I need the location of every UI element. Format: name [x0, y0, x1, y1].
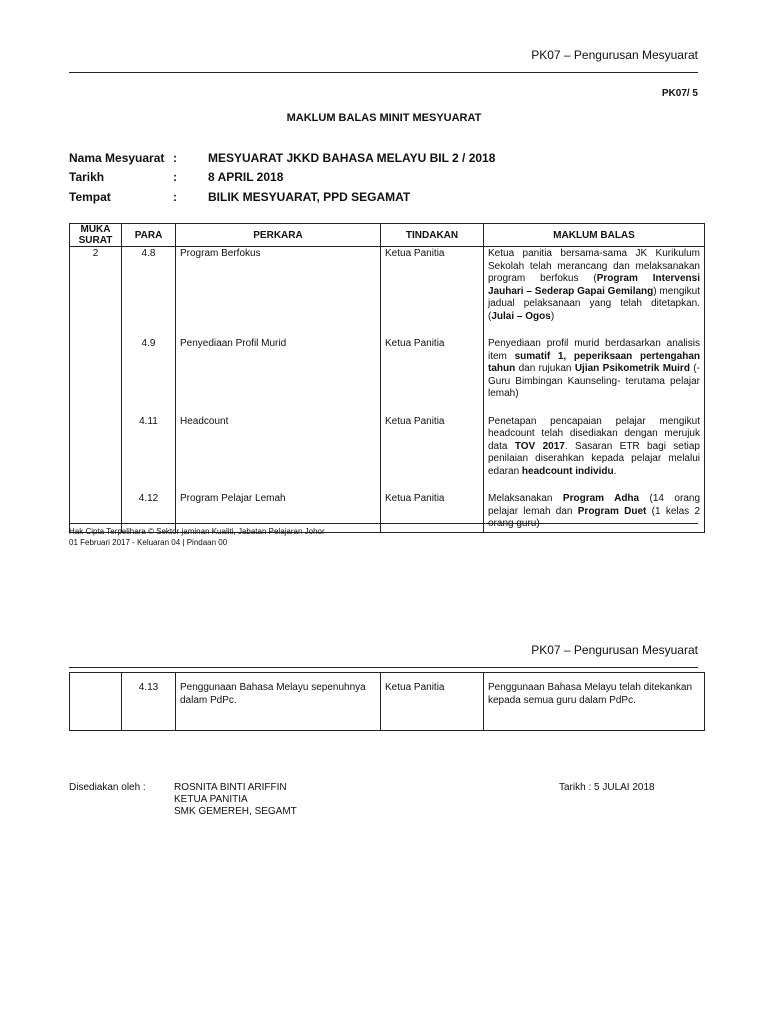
cell-maklum-balas	[484, 492, 705, 533]
table-header-row	[70, 224, 705, 247]
cell-muka-surat	[70, 673, 122, 731]
cell-para: 4.8	[122, 247, 176, 325]
mb-text: (14 orang pelajar lemah dan	[488, 493, 700, 517]
cell-para: 4.11	[122, 415, 176, 480]
cell-tindakan: Ketua Panitia	[381, 337, 484, 402]
page-header: PK07 – Pengurusan Mesyuarat	[531, 643, 698, 657]
mb-text: )	[550, 310, 555, 322]
minutes-table	[69, 223, 705, 533]
col-header-muka-surat: MUKA SURAT	[70, 224, 122, 247]
cell-tindakan: Ketua Panitia	[381, 492, 484, 533]
col-header-para: PARA	[122, 224, 176, 247]
meta-value: BILIK MESYUARAT, PPD SEGAMAT	[208, 190, 411, 204]
cell-para: 4.9	[122, 337, 176, 402]
mb-text: (-Guru Bimbingan Kaunseling- terutama pelajar lemah)	[488, 363, 700, 399]
mb-text: Penyediaan profil murid berdasarkan analisis item	[488, 338, 700, 362]
footer-rule	[69, 523, 698, 524]
header-rule	[69, 667, 698, 668]
row-spacer	[70, 324, 705, 337]
table-row	[70, 673, 705, 731]
cell-maklum-balas	[484, 415, 705, 480]
meta-row-tempat	[69, 190, 410, 204]
mb-bold: Ujian Psikometrik Muird	[574, 363, 690, 374]
cell-maklum-balas	[484, 337, 705, 402]
mb-text: (1 kelas 2	[651, 505, 701, 517]
meta-colon: :	[173, 151, 177, 165]
cell-maklum-balas	[484, 247, 705, 325]
table-row	[70, 337, 705, 402]
mb-bold: Program Intervensi Jauhari – Sederap Gapai Gemilang	[488, 273, 700, 297]
mb-bold: sumatif 1, peperiksaan pertengahan tahun	[488, 350, 700, 374]
footer-edition: 01 Februari 2017 - Keluaran 04 | Pindaan 00	[69, 538, 228, 547]
mb-text: Ketua panitia bersama-sama JK Kurikulum Sekolah telah merancang dan melaksanakan program berfokus (	[488, 248, 700, 284]
mb-bold: headcount individu	[521, 465, 614, 477]
cell-muka-surat: 2	[70, 247, 122, 325]
meta-colon: :	[173, 190, 177, 204]
cell-perkara: Headcount	[176, 415, 381, 480]
signatory-name: ROSNITA BINTI ARIFFIN	[174, 782, 287, 793]
cell-para: 4.12	[122, 492, 176, 533]
table-row	[70, 247, 705, 325]
footer-copyright: Hak Cipta Terpelihara © Sektor jaminan Kualiti, Jabatan Pelajaran Johor	[69, 527, 325, 536]
cell-perkara: Penyediaan Profil Murid	[176, 337, 381, 402]
meta-row-nama	[69, 151, 495, 165]
col-header-tindakan: TINDAKAN	[381, 224, 484, 247]
meta-value: MESYUARAT JKKD BAHASA MELAYU BIL 2 / 2018	[208, 151, 496, 165]
cell-muka-surat	[70, 337, 122, 402]
header-rule	[69, 72, 698, 73]
signatory-position: KETUA PANITIA	[174, 794, 248, 805]
meta-label: Nama Mesyuarat	[69, 151, 165, 165]
mb-text: .	[613, 465, 617, 477]
meta-colon: :	[173, 170, 177, 184]
mb-text: Penetapan pencapaian pelajar mengikut headcount telah disediakan dengan merujuk data	[488, 415, 700, 452]
prepared-by-label: Disediakan oleh :	[69, 782, 146, 793]
page-header: PK07 – Pengurusan Mesyuarat	[531, 48, 698, 62]
mb-bold: TOV 2017	[514, 440, 565, 452]
cell-perkara: Program Pelajar Lemah	[176, 492, 381, 533]
mb-bold: Program Duet	[577, 505, 647, 517]
mb-text: ) mengikut jadual pelaksanaan yang telah ditetapkan.(	[488, 285, 700, 322]
meta-label: Tempat	[69, 190, 111, 204]
cell-maklum-balas: Penggunaan Bahasa Melayu telah ditekankan kepada semua guru dalam PdPc.	[484, 673, 705, 731]
cell-perkara: Program Berfokus	[176, 247, 381, 325]
meta-row-tarikh	[69, 170, 283, 184]
row-spacer	[70, 479, 705, 492]
meta-value: 8 APRIL 2018	[208, 170, 284, 184]
cell-tindakan: Ketua Panitia	[381, 673, 484, 731]
col-header-maklum-balas: MAKLUM BALAS	[484, 224, 705, 247]
cell-tindakan: Ketua Panitia	[381, 415, 484, 480]
mb-text: . Sasaran ETR bagi setiap penilaian diserahkan kepada pelajar melalui edaran	[488, 440, 700, 477]
cell-perkara: Penggunaan Bahasa Melayu sepenuhnya dalam PdPc.	[176, 673, 381, 731]
table-row	[70, 415, 705, 480]
mb-text: dan rujukan	[515, 363, 575, 374]
date-block	[559, 782, 655, 794]
signatory-school: SMK GEMEREH, SEGAMT	[174, 806, 297, 817]
col-header-perkara: PERKARA	[176, 224, 381, 247]
mb-text: Melaksanakan	[488, 493, 563, 504]
date-value: 5 JULAI 2018	[594, 782, 655, 793]
row-spacer	[70, 402, 705, 415]
minutes-table-continued	[69, 672, 705, 731]
mb-bold: Julai – Ogos	[491, 310, 551, 322]
cell-muka-surat	[70, 415, 122, 480]
date-label: Tarikh :	[559, 782, 592, 793]
document-code: PK07/ 5	[661, 88, 698, 99]
mb-bold: Program Adha	[562, 493, 640, 504]
document-title: MAKLUM BALAS MINIT MESYUARAT	[286, 112, 482, 124]
prepared-by-block	[174, 782, 297, 818]
cell-para: 4.13	[122, 673, 176, 731]
cell-tindakan: Ketua Panitia	[381, 247, 484, 325]
meta-label: Tarikh	[69, 170, 105, 184]
